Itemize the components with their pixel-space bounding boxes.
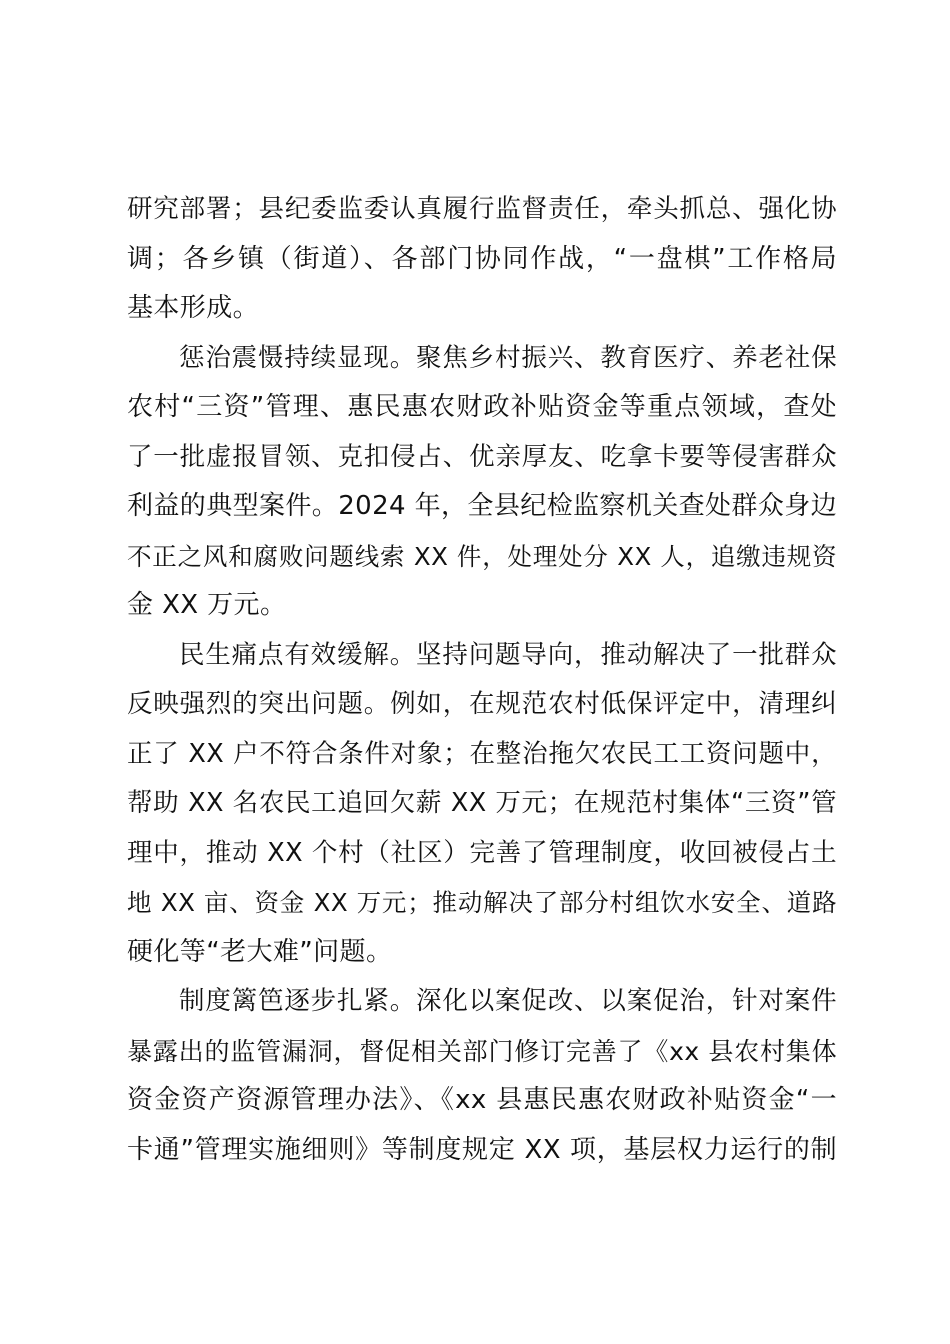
text-line: 卡通”管理实施细则》等制度规定 XX 项，基层权力运行的制 bbox=[127, 1134, 837, 1165]
text-line: 理中，推动 XX 个村（社区）完善了管理制度，收回被侵占土 bbox=[127, 837, 837, 868]
text-line: 不正之风和腐败问题线索 XX 件，处理处分 XX 人，追缴违规资 bbox=[127, 541, 837, 571]
text-line: 民生痛点有效缓解。坚持问题导向，推动解决了一批群众 bbox=[179, 639, 837, 670]
text-line: 制度篱笆逐步扎紧。深化以案促改、以案促治，针对案件 bbox=[179, 986, 837, 1016]
document-body bbox=[127, 185, 837, 1175]
text-line: 基本形成。 bbox=[127, 293, 260, 323]
text-line: 暴露出的监管漏洞，督促相关部门修订完善了《xx 县农村集体 bbox=[127, 1036, 837, 1066]
text-line: 调；各乡镇（街道）、各部门协同作战，“一盘棋”工作格局 bbox=[127, 243, 837, 274]
text-line: 农村“三资”管理、惠民惠农财政补贴资金等重点领域，查处 bbox=[127, 392, 837, 422]
text-line: 金 XX 万元。 bbox=[127, 590, 287, 620]
text-line: 硬化等“老大难”问题。 bbox=[127, 936, 393, 967]
text-line: 地 XX 亩、资金 XX 万元；推动解决了部分村组饮水安全、道路 bbox=[127, 888, 837, 917]
text-line: 利益的典型案件。2024 年，全县纪检监察机关查处群众身边 bbox=[127, 491, 838, 521]
text-line: 了一批虚报冒领、克扣侵占、优亲厚友、吃拿卡要等侵害群众 bbox=[127, 441, 837, 472]
text-line: 正了 XX 户不符合条件对象；在整治拖欠农民工工资问题中， bbox=[127, 738, 837, 769]
text-line: 惩治震慑持续显现。聚焦乡村振兴、教育医疗、养老社保 bbox=[179, 342, 837, 373]
text-line: 反映强烈的突出问题。例如，在规范农村低保评定中，清理纠 bbox=[127, 689, 837, 719]
paragraph bbox=[127, 334, 837, 631]
text-line: 帮助 XX 名农民工追回欠薪 XX 万元；在规范村集体“三资”管 bbox=[127, 788, 837, 818]
text-line: 研究部署；县纪委监委认真履行监督责任，牵头抓总、强化协 bbox=[127, 194, 837, 224]
paragraph bbox=[127, 977, 837, 1175]
paragraph bbox=[127, 631, 837, 978]
text-line: 资金资产资源管理办法》、《xx 县惠民惠农财政补贴资金“一 bbox=[127, 1085, 837, 1115]
paragraph bbox=[127, 185, 837, 334]
